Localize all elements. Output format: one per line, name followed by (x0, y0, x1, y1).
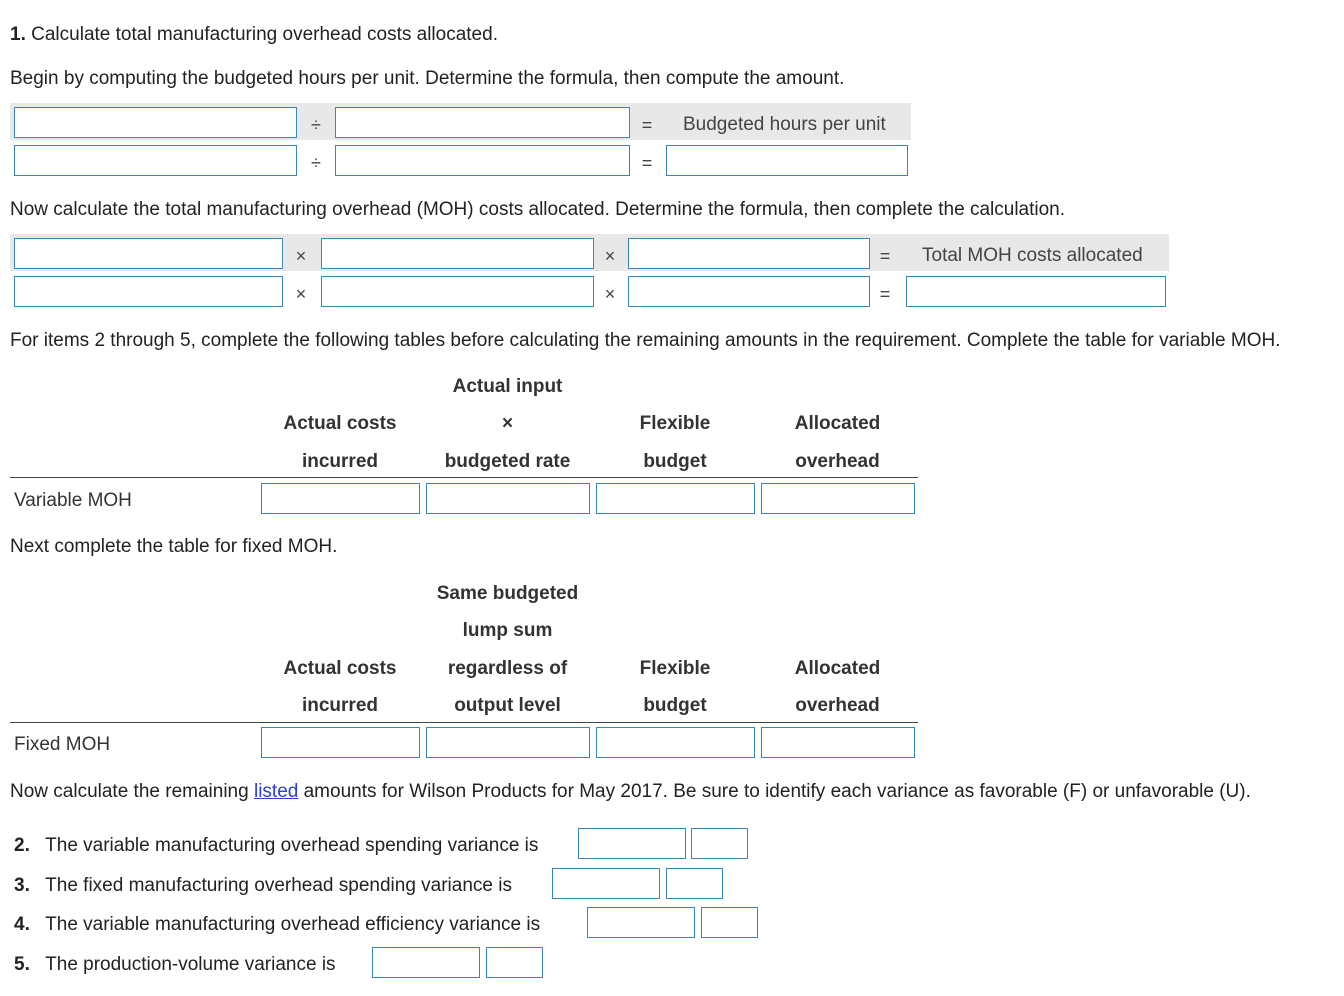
col-actual-costs-line-1: Actual costs (283, 413, 397, 434)
divide-operator: ÷ (311, 153, 321, 173)
budgeted-hours-per-unit-label: Budgeted hours per unit (683, 114, 886, 135)
fixed-moh-row-label: Fixed MOH (14, 734, 111, 755)
list-item (14, 953, 336, 977)
col-same-budgeted-line-1: Same budgeted (436, 583, 579, 604)
variable-actual-input-budgeted-rate-input[interactable] (426, 483, 590, 514)
fixed-spending-variance-amount[interactable] (552, 868, 660, 899)
instructions-text-before: Now calculate the remaining (10, 781, 254, 802)
equals-operator: = (641, 153, 653, 173)
variable-allocated-overhead-input[interactable] (761, 483, 915, 514)
col-same-budgeted-line-4: output level (454, 695, 561, 716)
equals-operator: = (641, 115, 653, 135)
col-flexible-budget-line-2: budget (643, 695, 707, 716)
item-number: 2. (14, 835, 30, 856)
formula-2-value-operand-3[interactable] (628, 276, 870, 307)
list-item (14, 874, 512, 898)
item-text: The variable manufacturing overhead spending variance is (45, 835, 539, 856)
col-flexible-budget-line-1: Flexible (639, 658, 711, 679)
multiply-operator: × (295, 284, 307, 304)
fixed-flexible-budget-input[interactable] (596, 727, 755, 758)
total-moh-allocated-input[interactable] (906, 276, 1166, 307)
variable-efficiency-variance-fu[interactable] (701, 907, 758, 938)
instructions-text-after: amounts for Wilson Products for May 2017. Be sure to identify each variance as favorable (F) or unfavorable (U). (298, 781, 1251, 802)
col-actual-input-line-2: × (501, 413, 514, 434)
col-flexible-budget-line-2: budget (643, 451, 707, 472)
fixed-actual-costs-input[interactable] (261, 727, 420, 758)
list-item (14, 913, 540, 937)
list-item (14, 834, 538, 858)
production-volume-variance-amount[interactable] (372, 947, 480, 978)
col-actual-input-line-3: budgeted rate (444, 451, 571, 472)
budgeted-hours-per-unit-input[interactable] (666, 145, 908, 176)
equals-operator: = (879, 284, 891, 304)
requirement-1-title: Calculate total manufacturing overhead costs allocated. (31, 24, 498, 45)
col-same-budgeted-line-2: lump sum (462, 620, 553, 641)
formula-2-value-operand-2[interactable] (321, 276, 594, 307)
budgeted-hours-instructions: Begin by computing the budgeted hours per unit. Determine the formula, then compute the amount. (10, 68, 845, 89)
requirement-1-heading (10, 23, 498, 47)
variable-efficiency-variance-amount[interactable] (587, 907, 695, 938)
item-number: 5. (14, 954, 30, 975)
formula-2-value-operand-1[interactable] (14, 276, 283, 307)
col-actual-costs-line-1: Actual costs (283, 658, 397, 679)
total-moh-allocated-label: Total MOH costs allocated (922, 245, 1143, 266)
variable-spending-variance-amount[interactable] (578, 828, 686, 859)
variable-actual-costs-input[interactable] (261, 483, 420, 514)
formula-2-label-operand-2[interactable] (321, 238, 594, 269)
col-allocated-overhead-line-1: Allocated (794, 658, 881, 679)
requirement-1-number: 1. (10, 24, 26, 45)
col-allocated-overhead-line-2: overhead (795, 451, 880, 472)
multiply-operator: × (295, 246, 307, 266)
fixed-allocated-overhead-input[interactable] (761, 727, 915, 758)
col-allocated-overhead-line-2: overhead (795, 695, 880, 716)
table-header-rule (10, 722, 918, 723)
col-allocated-overhead-line-1: Allocated (794, 413, 881, 434)
item-text: The fixed manufacturing overhead spending variance is (45, 875, 512, 896)
item-number: 3. (14, 875, 30, 896)
table-header-rule (10, 477, 918, 478)
item-number: 4. (14, 914, 30, 935)
formula-1-label-operand-1[interactable] (14, 107, 297, 138)
col-actual-input-line-1: Actual input (452, 376, 563, 397)
formula-2-label-operand-1[interactable] (14, 238, 283, 269)
variable-spending-variance-fu[interactable] (691, 828, 748, 859)
remaining-amounts-instructions (10, 780, 1251, 804)
equals-operator: = (879, 246, 891, 266)
listed-link[interactable]: listed (253, 781, 299, 802)
item-text: The production-volume variance is (45, 954, 336, 975)
variable-flexible-budget-input[interactable] (596, 483, 755, 514)
fixed-spending-variance-fu[interactable] (666, 868, 723, 899)
formula-1-label-operand-2[interactable] (335, 107, 630, 138)
tables-instructions: For items 2 through 5, complete the following tables before calculating the remaining amounts in the requirement. Complete the table for variable MOH. (10, 330, 1281, 351)
variable-moh-row-label: Variable MOH (14, 490, 132, 511)
col-flexible-budget-line-1: Flexible (639, 413, 711, 434)
production-volume-variance-fu[interactable] (486, 947, 543, 978)
col-actual-costs-line-2: incurred (301, 695, 379, 716)
fixed-table-instructions: Next complete the table for fixed MOH. (10, 536, 338, 557)
col-actual-costs-line-2: incurred (301, 451, 379, 472)
formula-1-value-operand-1[interactable] (14, 145, 297, 176)
fixed-same-budgeted-input[interactable] (426, 727, 590, 758)
moh-allocated-instructions: Now calculate the total manufacturing overhead (MOH) costs allocated. Determine the formula, then complete the calculation. (10, 199, 1066, 220)
multiply-operator: × (604, 284, 616, 304)
divide-operator: ÷ (311, 115, 321, 135)
formula-1-value-operand-2[interactable] (335, 145, 630, 176)
item-text: The variable manufacturing overhead efficiency variance is (45, 914, 541, 935)
col-same-budgeted-line-3: regardless of (447, 658, 568, 679)
multiply-operator: × (604, 246, 616, 266)
formula-2-label-operand-3[interactable] (628, 238, 870, 269)
